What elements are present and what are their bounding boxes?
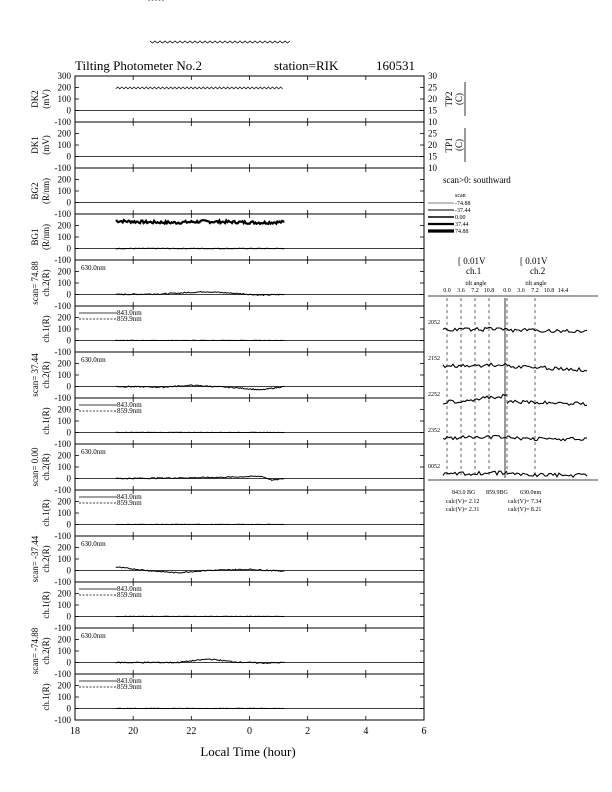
inset-ch2-trace	[507, 473, 587, 477]
panel-bg1	[30, 214, 424, 265]
panel-frame	[75, 122, 424, 168]
inset-ch2-tick: 14.4	[557, 288, 569, 294]
inset-ch1-bottom-label: 859.9BG	[486, 490, 508, 496]
inset-row-label: 2152	[428, 356, 440, 362]
inset-ch2-trace	[507, 365, 587, 372]
panel-frame	[75, 352, 424, 398]
y-tick-label: 100	[57, 186, 71, 196]
panel-dk2	[30, 71, 465, 127]
panel-ylabel: scan= 74.88	[30, 261, 40, 305]
y-tick-label: -100	[54, 163, 71, 173]
legend-label: 859.9nm	[117, 499, 142, 507]
inset-ch1-calc: calc(V)= 2.12	[446, 499, 480, 505]
inset-ch1-calc: calc(V)= 2.31	[446, 507, 480, 513]
x-tick-label: 6	[421, 726, 427, 737]
legend-label: 843.0nm	[117, 585, 142, 593]
top-cut-text: - - - - -	[148, 0, 164, 4]
inset-ch2-bottom-label: 630.0nm	[520, 490, 542, 496]
x-tick-label: 22	[186, 726, 197, 737]
panel-ylabel-unit: ch.2(R)	[41, 453, 51, 481]
inset-row-label: 2052	[428, 320, 440, 326]
red-line-trace	[116, 385, 285, 390]
panel-ylabel-unit: ch.1(R)	[41, 499, 51, 527]
panel-ylabel-unit: ch.1(R)	[41, 407, 51, 435]
scan-legend-heading: scan	[455, 193, 466, 199]
right-axis-unit: (C)	[454, 93, 464, 105]
bg1-trace	[116, 220, 285, 224]
y-tick-label: 0	[66, 289, 71, 300]
x-tick-label: 4	[363, 726, 369, 737]
inset-ch1-bottom-label: 843.0 BG	[452, 490, 476, 496]
red-line-trace	[116, 476, 285, 480]
inset-ch1-name: ch.1	[466, 266, 482, 276]
y-tick-label: 100	[57, 462, 71, 472]
panel-s4c2	[30, 535, 424, 587]
y-tick-label: 100	[57, 232, 71, 242]
scan-legend-title: scan>0: southward	[443, 175, 511, 185]
y-tick-label: 0	[66, 703, 71, 714]
y-tick-label: 100	[57, 140, 71, 150]
y-tick-label: 0	[66, 105, 71, 116]
date-label: 160531	[376, 58, 415, 73]
inset-ch2-trace	[507, 436, 587, 441]
inset-ch1-tilt-label: tilt angle	[465, 281, 487, 287]
y-tick-label: -100	[54, 669, 71, 679]
y-tick-label: 100	[57, 94, 71, 104]
inset-ch1-tick: 7.2	[471, 288, 479, 294]
scan-legend-label: 37.44	[455, 222, 469, 228]
inset-row-label: 2352	[428, 428, 440, 434]
panel-s3c2	[30, 444, 424, 495]
y-tick-label: 100	[57, 370, 71, 380]
panel-s5c2	[30, 627, 424, 679]
station-label: station=RIK	[274, 58, 339, 73]
y-tick-label: -100	[54, 255, 71, 265]
panel-s4c1	[41, 582, 424, 633]
inset-row-label: 0052	[428, 464, 440, 470]
panel-ylabel-unit: ch.1(R)	[41, 591, 51, 619]
panel-s2c1	[41, 398, 424, 449]
inset-ch1-tick: 0.0	[443, 288, 451, 294]
right-tick-label: 15	[428, 151, 437, 162]
y-tick-label: 200	[57, 496, 71, 507]
legend-label: 859.9nm	[117, 683, 142, 691]
panel-ylabel: scan= -74.88	[30, 627, 40, 675]
y-tick-label: 100	[57, 692, 71, 702]
y-tick-label: 100	[57, 600, 71, 610]
y-tick-label: 0	[66, 611, 71, 622]
right-axis-unit: (C)	[454, 139, 464, 151]
panel-ylabel-unit: ch.1(R)	[41, 683, 51, 711]
y-tick-label: -100	[54, 715, 71, 725]
y-tick-label: 0	[66, 657, 71, 668]
y-tick-label: -100	[54, 393, 71, 403]
scan-legend-label: -37.44	[455, 208, 471, 214]
wavelength-label: 630.0nm	[81, 540, 106, 548]
bg1-low-trace	[116, 248, 285, 249]
x-tick-label: 18	[70, 726, 80, 737]
y-tick-label: -100	[54, 485, 71, 495]
scan-legend-label: -74.88	[455, 201, 471, 207]
y-tick-label: 100	[57, 278, 71, 288]
panel-s1c2	[30, 260, 424, 311]
panel-frame	[75, 168, 424, 214]
y-tick-label: 200	[57, 404, 71, 415]
y-tick-label: 200	[57, 266, 71, 277]
legend-label: 859.9nm	[117, 315, 142, 323]
panel-ylabel-unit: (R/nm)	[41, 178, 51, 204]
y-tick-label: 100	[57, 416, 71, 426]
x-tick-label: 2	[305, 726, 311, 737]
panel-ylabel: DK2	[30, 90, 40, 108]
right-axis-label: TP1	[444, 137, 454, 153]
panel-frame	[75, 444, 424, 490]
y-tick-label: -100	[54, 209, 71, 219]
panel-s1c1	[41, 306, 424, 357]
y-tick-label: 200	[57, 174, 71, 185]
panel-ylabel-unit: ch.2(R)	[41, 545, 51, 573]
right-tick-label: 20	[428, 140, 437, 150]
legend-label: 843.0nm	[117, 309, 142, 317]
y-tick-label: 100	[57, 554, 71, 564]
y-tick-label: 0	[66, 335, 71, 346]
right-tick-label: 20	[428, 94, 437, 104]
chart-title: Tilting Photometer No.2	[75, 58, 203, 73]
x-tick-label: 0	[247, 726, 252, 737]
nir-dashed-trace	[116, 616, 285, 617]
y-tick-label: 100	[57, 324, 71, 334]
panel-ylabel-unit: ch.1(R)	[41, 315, 51, 343]
inset-ch2-calc: calc(V)= 8.21	[508, 507, 542, 513]
panel-frame	[75, 260, 424, 306]
y-tick-label: 200	[57, 680, 71, 691]
y-tick-label: 200	[57, 220, 71, 231]
panel-s3c1	[41, 490, 424, 541]
panel-bg2	[30, 168, 424, 219]
y-tick-label: 0	[66, 381, 71, 392]
panel-frame	[75, 628, 424, 674]
inset-ch2-tick: 0.0	[503, 288, 511, 294]
inset-ch2-tick: 10.8	[543, 288, 555, 294]
wavelength-label: 630.0nm	[81, 448, 106, 456]
inset-ch2-tick: 3.6	[517, 288, 525, 294]
panel-ylabel: scan= 37.44	[30, 353, 40, 397]
inset-ch2-tick: 7.2	[531, 288, 539, 294]
legend-label: 843.0nm	[117, 677, 142, 685]
scan-legend-label: 74.88	[455, 229, 469, 235]
y-tick-label: 200	[57, 128, 71, 139]
y-tick-label: -100	[54, 301, 71, 311]
panel-ylabel: BG2	[30, 182, 40, 200]
panel-ylabel-unit: (mV)	[41, 89, 51, 109]
y-tick-label: 100	[57, 508, 71, 518]
nir-dashed-trace	[116, 432, 285, 433]
inset-ch2-trace	[507, 400, 587, 405]
inset-ch2-trace	[507, 329, 587, 333]
legend-label: 843.0nm	[117, 493, 142, 501]
y-tick-label: 0	[66, 151, 71, 162]
y-tick-label: -100	[54, 439, 71, 449]
inset-ch2-tilt-label: tilt angle	[525, 281, 547, 287]
wavelength-label: 630.0nm	[81, 356, 106, 364]
y-tick-label: -100	[54, 117, 71, 127]
y-tick-label: 200	[57, 542, 71, 553]
scan-legend-label: 0.00	[455, 215, 466, 221]
red-line-trace	[116, 567, 285, 573]
right-tick-label: 30	[428, 71, 437, 81]
legend-label: 859.9nm	[117, 591, 142, 599]
y-tick-label: 200	[57, 450, 71, 461]
panel-ylabel: scan= -37.44	[30, 535, 40, 583]
inset-ch1-tick: 10.8	[483, 288, 495, 294]
panel-s5c1	[41, 674, 424, 725]
right-tick-label: 10	[428, 163, 437, 173]
inset-ch2-name: ch.2	[530, 266, 546, 276]
panel-ylabel-unit: ch.2(R)	[41, 637, 51, 665]
y-tick-label: 200	[57, 358, 71, 369]
panel-s2c2	[30, 352, 424, 403]
y-tick-label: 0	[66, 565, 71, 576]
inset-ch1-tick: 3.6	[457, 288, 465, 294]
y-tick-label: 100	[57, 646, 71, 656]
y-tick-label: 200	[57, 312, 71, 323]
x-axis-label: Local Time (hour)	[200, 744, 296, 759]
panel-ylabel-unit: (R/nm)	[41, 224, 51, 250]
top-wave-trace	[150, 41, 290, 43]
inset-ch1-scale: [ 0.01V	[458, 256, 486, 266]
y-tick-label: -100	[54, 577, 71, 587]
panel-ylabel: DK1	[30, 136, 40, 154]
y-tick-label: 0	[66, 473, 71, 484]
y-tick-label: -100	[54, 347, 71, 357]
tp2-trace	[116, 87, 283, 89]
y-tick-label: -100	[54, 531, 71, 541]
wavelength-label: 630.0nm	[81, 264, 106, 272]
panel-frame	[75, 76, 424, 122]
legend-label: 843.0nm	[117, 401, 142, 409]
y-tick-label: -100	[54, 623, 71, 633]
red-line-trace	[116, 291, 285, 295]
y-tick-label: 300	[57, 71, 71, 81]
y-tick-label: 0	[66, 197, 71, 208]
y-tick-label: 200	[57, 634, 71, 645]
inset-ch2-calc: calc(V)= 7.34	[508, 499, 542, 505]
wavelength-label: 630.0nm	[81, 632, 106, 640]
y-tick-label: 0	[66, 427, 71, 438]
panel-ylabel: BG1	[30, 228, 40, 246]
panel-ylabel-unit: (mV)	[41, 135, 51, 155]
y-tick-label: 200	[57, 82, 71, 93]
x-tick-label: 20	[128, 726, 139, 737]
panel-ylabel: scan= 0.00	[30, 447, 40, 487]
panel-frame	[75, 536, 424, 582]
y-tick-label: 200	[57, 588, 71, 599]
right-tick-label: 10	[428, 117, 437, 127]
right-axis-label: TP2	[444, 91, 454, 107]
panel-ylabel-unit: ch.2(R)	[41, 361, 51, 389]
right-tick-label: 25	[428, 82, 437, 93]
right-tick-label: 15	[428, 105, 437, 116]
panel-ylabel-unit: ch.2(R)	[41, 269, 51, 297]
legend-label: 859.9nm	[117, 407, 142, 415]
y-tick-label: 0	[66, 243, 71, 254]
inset-ch2-scale: [ 0.01V	[520, 256, 548, 266]
inset-row-label: 2252	[428, 392, 440, 398]
right-tick-label: 25	[428, 128, 437, 139]
y-tick-label: 0	[66, 519, 71, 530]
panel-dk1	[30, 122, 465, 173]
